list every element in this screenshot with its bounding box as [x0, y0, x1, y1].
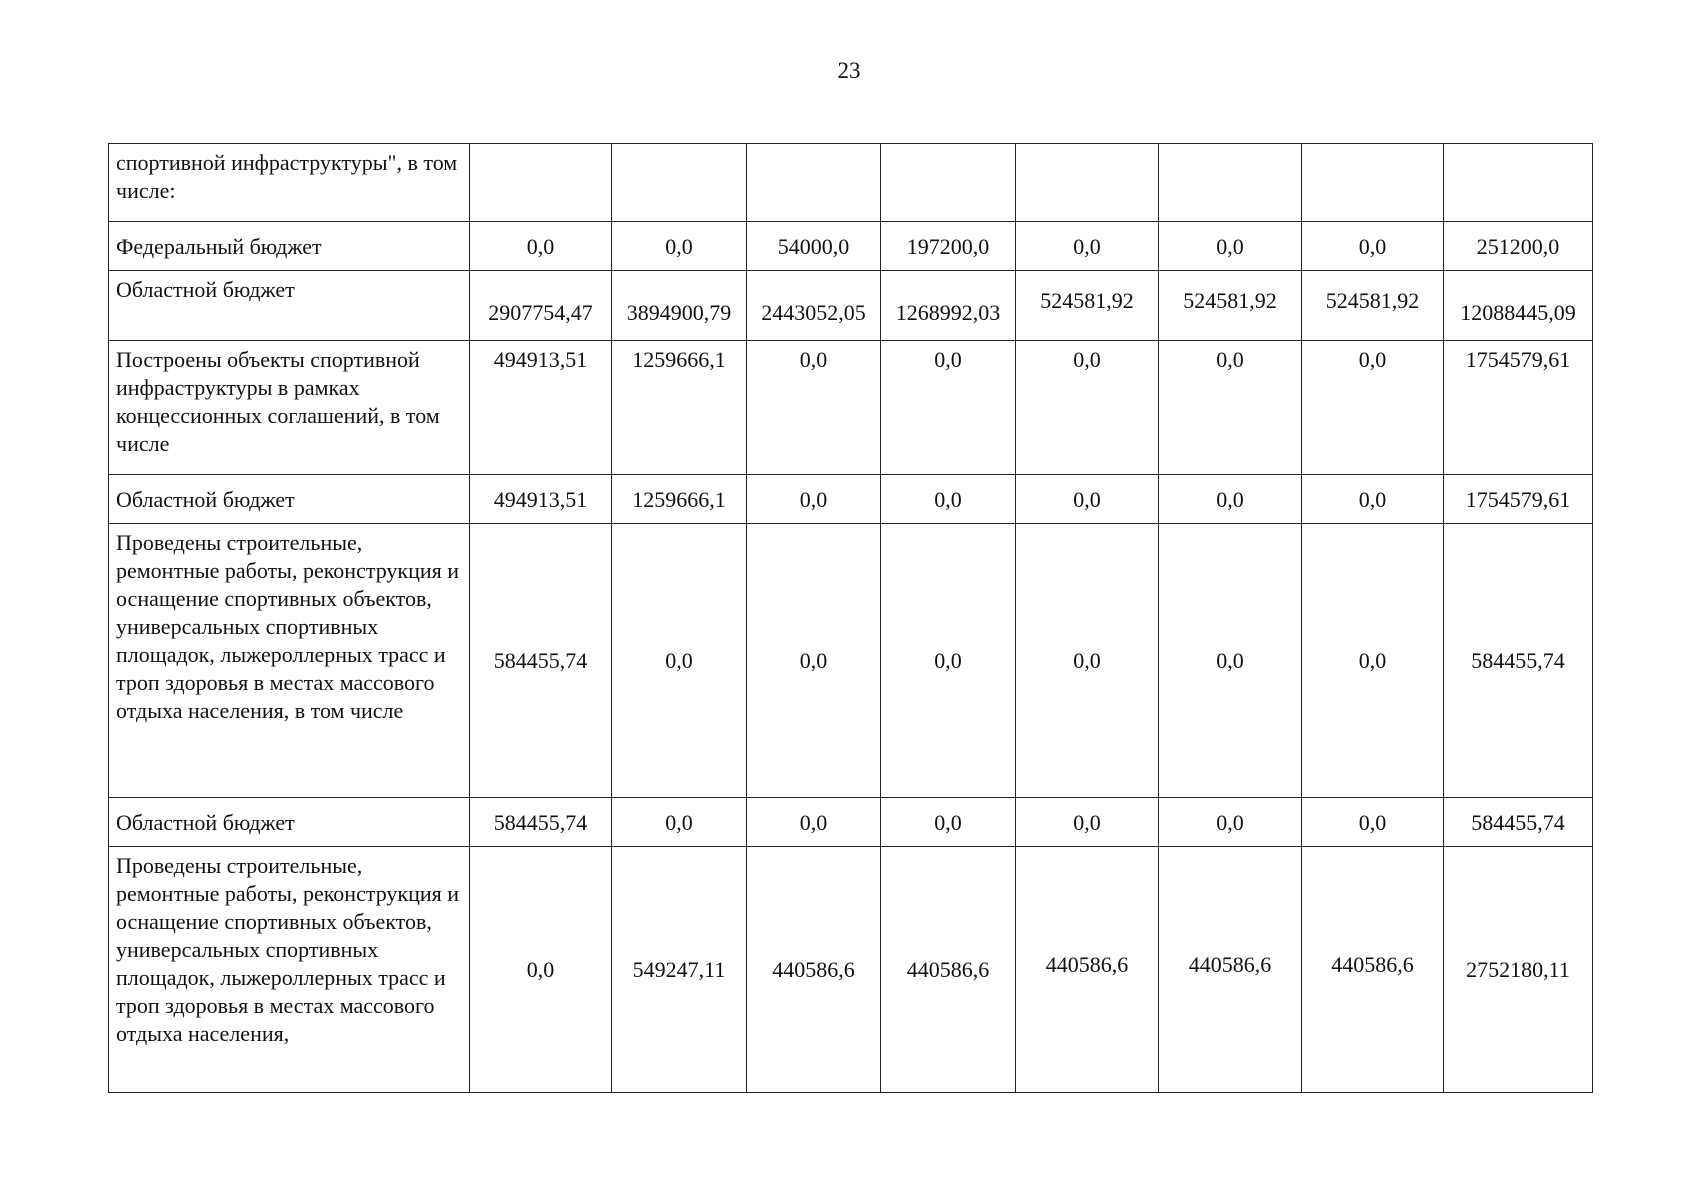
cell-year-4: 0,0 [881, 798, 1016, 847]
table-row [109, 798, 1593, 847]
cell-year-5: 0,0 [1016, 222, 1159, 271]
cell-year-7 [1302, 144, 1444, 222]
cell-year-7: 440586,6 [1302, 847, 1444, 1093]
cell-year-3: 0,0 [747, 475, 881, 524]
table-row [109, 524, 1593, 798]
cell-year-6: 440586,6 [1159, 847, 1302, 1093]
cell-year-2: 549247,11 [612, 847, 747, 1093]
cell-year-5 [1016, 144, 1159, 222]
cell-year-5: 0,0 [1016, 524, 1159, 798]
cell-year-7: 0,0 [1302, 524, 1444, 798]
cell-year-4: 0,0 [881, 475, 1016, 524]
cell-year-2: 1259666,1 [612, 475, 747, 524]
cell-total: 1754579,61 [1444, 341, 1593, 475]
cell-year-2: 1259666,1 [612, 341, 747, 475]
row-label: Областной бюджет [109, 475, 470, 524]
cell-total [1444, 144, 1593, 222]
cell-year-3: 0,0 [747, 798, 881, 847]
cell-year-5: 0,0 [1016, 475, 1159, 524]
cell-total: 1754579,61 [1444, 475, 1593, 524]
cell-year-6: 0,0 [1159, 524, 1302, 798]
cell-year-3: 0,0 [747, 341, 881, 475]
cell-year-6: 0,0 [1159, 798, 1302, 847]
cell-total: 584455,74 [1444, 798, 1593, 847]
row-label: Областной бюджет [109, 271, 470, 341]
table-row [109, 144, 1593, 222]
cell-year-1: 0,0 [470, 847, 612, 1093]
table-row [109, 847, 1593, 1093]
cell-year-4: 197200,0 [881, 222, 1016, 271]
cell-year-5: 440586,6 [1016, 847, 1159, 1093]
cell-year-3: 440586,6 [747, 847, 881, 1093]
row-label: Областной бюджет [109, 798, 470, 847]
cell-year-1: 0,0 [470, 222, 612, 271]
cell-year-1: 494913,51 [470, 341, 612, 475]
cell-year-3: 0,0 [747, 524, 881, 798]
table-row [109, 475, 1593, 524]
cell-year-1: 494913,51 [470, 475, 612, 524]
cell-year-7: 0,0 [1302, 341, 1444, 475]
cell-year-4: 440586,6 [881, 847, 1016, 1093]
cell-year-2 [612, 144, 747, 222]
cell-year-7: 524581,92 [1302, 271, 1444, 341]
cell-year-7: 0,0 [1302, 798, 1444, 847]
cell-year-5: 0,0 [1016, 798, 1159, 847]
cell-year-3: 2443052,05 [747, 271, 881, 341]
table-row [109, 271, 1593, 341]
cell-year-2: 3894900,79 [612, 271, 747, 341]
cell-year-4: 0,0 [881, 524, 1016, 798]
cell-year-3: 54000,0 [747, 222, 881, 271]
cell-year-2: 0,0 [612, 222, 747, 271]
cell-year-1: 2907754,47 [470, 271, 612, 341]
cell-year-4: 1268992,03 [881, 271, 1016, 341]
row-label: Проведены строительные, ремонтные работы, реконструкция и оснащение спортивных объектов, универсальных спортивных площадок, лыжероллерных трасс и троп здоровья в местах массового отдыха населения, [109, 847, 470, 1093]
table-row [109, 222, 1593, 271]
cell-year-3 [747, 144, 881, 222]
cell-year-2: 0,0 [612, 524, 747, 798]
row-label: Федеральный бюджет [109, 222, 470, 271]
page-number: 23 [837, 58, 861, 83]
cell-year-6: 524581,92 [1159, 271, 1302, 341]
row-label: спортивной инфраструктуры", в том числе: [109, 144, 470, 222]
cell-year-6: 0,0 [1159, 475, 1302, 524]
budget-table [108, 143, 1593, 1093]
cell-total: 251200,0 [1444, 222, 1593, 271]
cell-year-7: 0,0 [1302, 222, 1444, 271]
cell-year-6: 0,0 [1159, 222, 1302, 271]
cell-year-7: 0,0 [1302, 475, 1444, 524]
cell-total: 12088445,09 [1444, 271, 1593, 341]
cell-year-4 [881, 144, 1016, 222]
cell-year-5: 524581,92 [1016, 271, 1159, 341]
cell-year-1: 584455,74 [470, 798, 612, 847]
cell-year-5: 0,0 [1016, 341, 1159, 475]
cell-year-6 [1159, 144, 1302, 222]
row-label: Проведены строительные, ремонтные работы, реконструкция и оснащение спортивных объектов, универсальных спортивных площадок, лыжероллерных трасс и троп здоровья в местах массового отдыха населения, в том числе [109, 524, 470, 798]
cell-total: 2752180,11 [1444, 847, 1593, 1093]
cell-year-1: 584455,74 [470, 524, 612, 798]
cell-year-2: 0,0 [612, 798, 747, 847]
cell-year-1 [470, 144, 612, 222]
table-row [109, 341, 1593, 475]
cell-total: 584455,74 [1444, 524, 1593, 798]
cell-year-6: 0,0 [1159, 341, 1302, 475]
row-label: Построены объекты спортивной инфраструктуры в рамках концессионных соглашений, в том числе [109, 341, 470, 475]
cell-year-4: 0,0 [881, 341, 1016, 475]
